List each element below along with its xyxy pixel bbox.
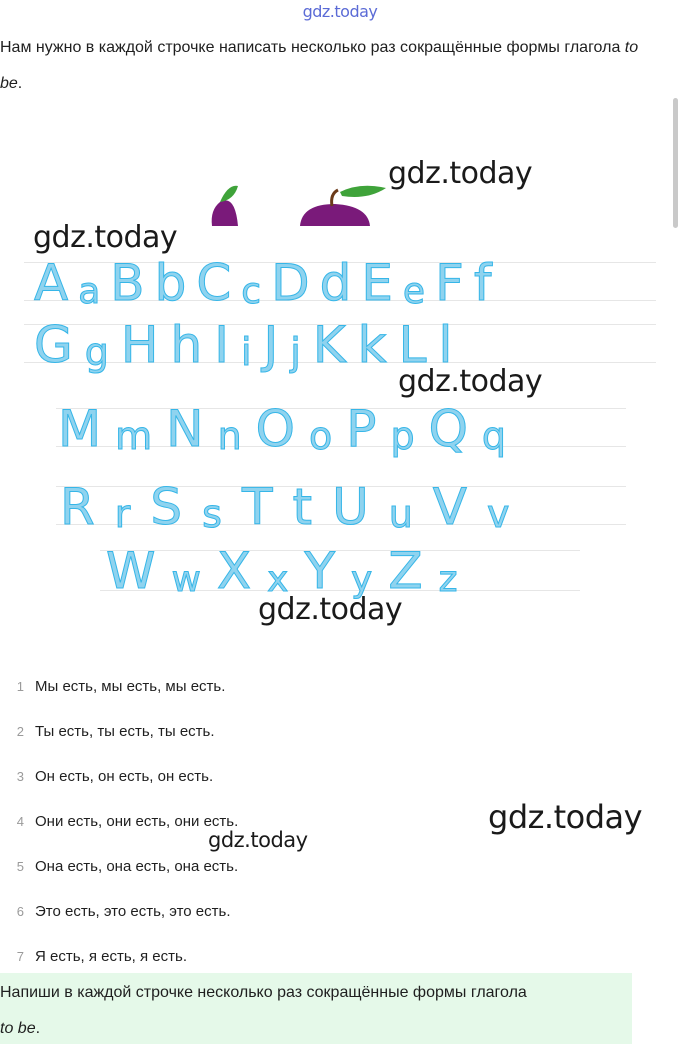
- list-number: 4: [16, 813, 24, 829]
- letter: m: [115, 414, 155, 458]
- letter: Z: [388, 542, 425, 600]
- letter: r: [114, 492, 133, 536]
- letter: G: [34, 316, 75, 374]
- task-verb: to be: [0, 1020, 36, 1037]
- list-number: 1: [16, 678, 24, 694]
- letter: d: [319, 254, 354, 312]
- letter: K: [312, 316, 348, 374]
- letter: j: [290, 330, 303, 374]
- alphabet-row-3: [58, 400, 508, 458]
- list-text: Это есть, это есть, это есть.: [35, 902, 231, 920]
- letter: W: [106, 542, 158, 600]
- letter: V: [432, 478, 470, 536]
- letter: Q: [428, 400, 470, 458]
- letter: n: [217, 414, 244, 458]
- list-text: Я есть, я есть, я есть.: [35, 947, 187, 965]
- letter: q: [481, 414, 509, 458]
- watermark-top: gdz.today: [302, 2, 378, 21]
- watermark-middle-right: gdz.today: [398, 364, 543, 399]
- letter: i: [240, 330, 254, 374]
- list-item: [0, 666, 680, 706]
- letter: f: [473, 254, 494, 312]
- letter: g: [84, 330, 111, 374]
- letter: N: [166, 400, 206, 458]
- list-text: Ты есть, ты есть, ты есть.: [35, 722, 215, 740]
- alphabet-tracing-chart: [0, 240, 680, 640]
- list-number: 2: [16, 723, 24, 739]
- letter: T: [241, 478, 275, 536]
- letter: p: [390, 414, 417, 458]
- letter: y: [351, 559, 375, 600]
- task-text: Напиши в каждой строчке несколько раз сокращённые формы глагола: [0, 984, 527, 1001]
- letter: X: [216, 542, 254, 600]
- watermark-middle: gdz.today: [258, 592, 403, 627]
- letter: D: [271, 254, 312, 312]
- watermark-list-right: gdz.today: [488, 798, 643, 836]
- letter: M: [58, 400, 104, 458]
- letter: J: [263, 316, 281, 374]
- list-item: [0, 891, 680, 931]
- letter: z: [438, 559, 460, 600]
- list-item: [0, 846, 680, 886]
- letter: l: [438, 316, 455, 374]
- letter: O: [255, 400, 298, 458]
- letter: L: [398, 316, 429, 374]
- letter: E: [361, 254, 395, 312]
- letter: s: [202, 492, 224, 536]
- letter: B: [110, 254, 147, 312]
- alphabet-row-1: [34, 254, 493, 312]
- list-number: 5: [16, 858, 24, 874]
- list-item: [0, 756, 680, 796]
- list-text: Они есть, они есть, они есть.: [35, 812, 239, 830]
- task-box: [0, 973, 632, 1044]
- letter: o: [309, 414, 335, 458]
- list-number: 7: [16, 948, 24, 964]
- watermark-list-small: gdz.today: [208, 828, 308, 852]
- intro-verb: to be: [0, 39, 639, 92]
- letter: x: [267, 559, 291, 600]
- letter: U: [332, 478, 371, 536]
- intro-end: .: [17, 75, 23, 92]
- letter: w: [171, 559, 203, 600]
- letter: b: [154, 254, 189, 312]
- letter: h: [170, 316, 205, 374]
- letter: Y: [304, 542, 338, 600]
- alphabet-row-4: [60, 478, 512, 536]
- watermark-left: gdz.today: [33, 220, 178, 255]
- letter: R: [60, 478, 97, 536]
- list-number: 6: [16, 903, 24, 919]
- plum-illustration: [190, 180, 390, 230]
- letter: c: [241, 271, 264, 312]
- letter: C: [196, 254, 234, 312]
- letter: I: [214, 316, 231, 374]
- list-text: Мы есть, мы есть, мы есть.: [35, 677, 226, 695]
- letter: v: [487, 492, 512, 536]
- list-item: [0, 711, 680, 751]
- letter: P: [346, 400, 379, 458]
- list-text: Он есть, он есть, он есть.: [35, 767, 214, 785]
- letter: e: [402, 271, 428, 312]
- task-end: .: [35, 1020, 41, 1037]
- list-text: Она есть, она есть, она есть.: [35, 857, 239, 875]
- alphabet-row-2: [34, 316, 454, 374]
- letter: F: [435, 254, 466, 312]
- list-item: [0, 936, 680, 976]
- letter: S: [150, 478, 185, 536]
- intro-paragraph: [0, 30, 660, 102]
- letter: u: [388, 492, 415, 536]
- letter: k: [357, 316, 389, 374]
- list-number: 3: [16, 768, 24, 784]
- letter: t: [292, 478, 315, 536]
- letter: a: [78, 271, 103, 312]
- intro-text: Нам нужно в каждой строчке написать несколько раз сокращённые формы глагола: [0, 39, 625, 56]
- letter: A: [34, 254, 71, 312]
- scrollbar-thumb[interactable]: [673, 98, 678, 228]
- watermark-right-top: gdz.today: [388, 156, 533, 191]
- letter: H: [120, 316, 161, 374]
